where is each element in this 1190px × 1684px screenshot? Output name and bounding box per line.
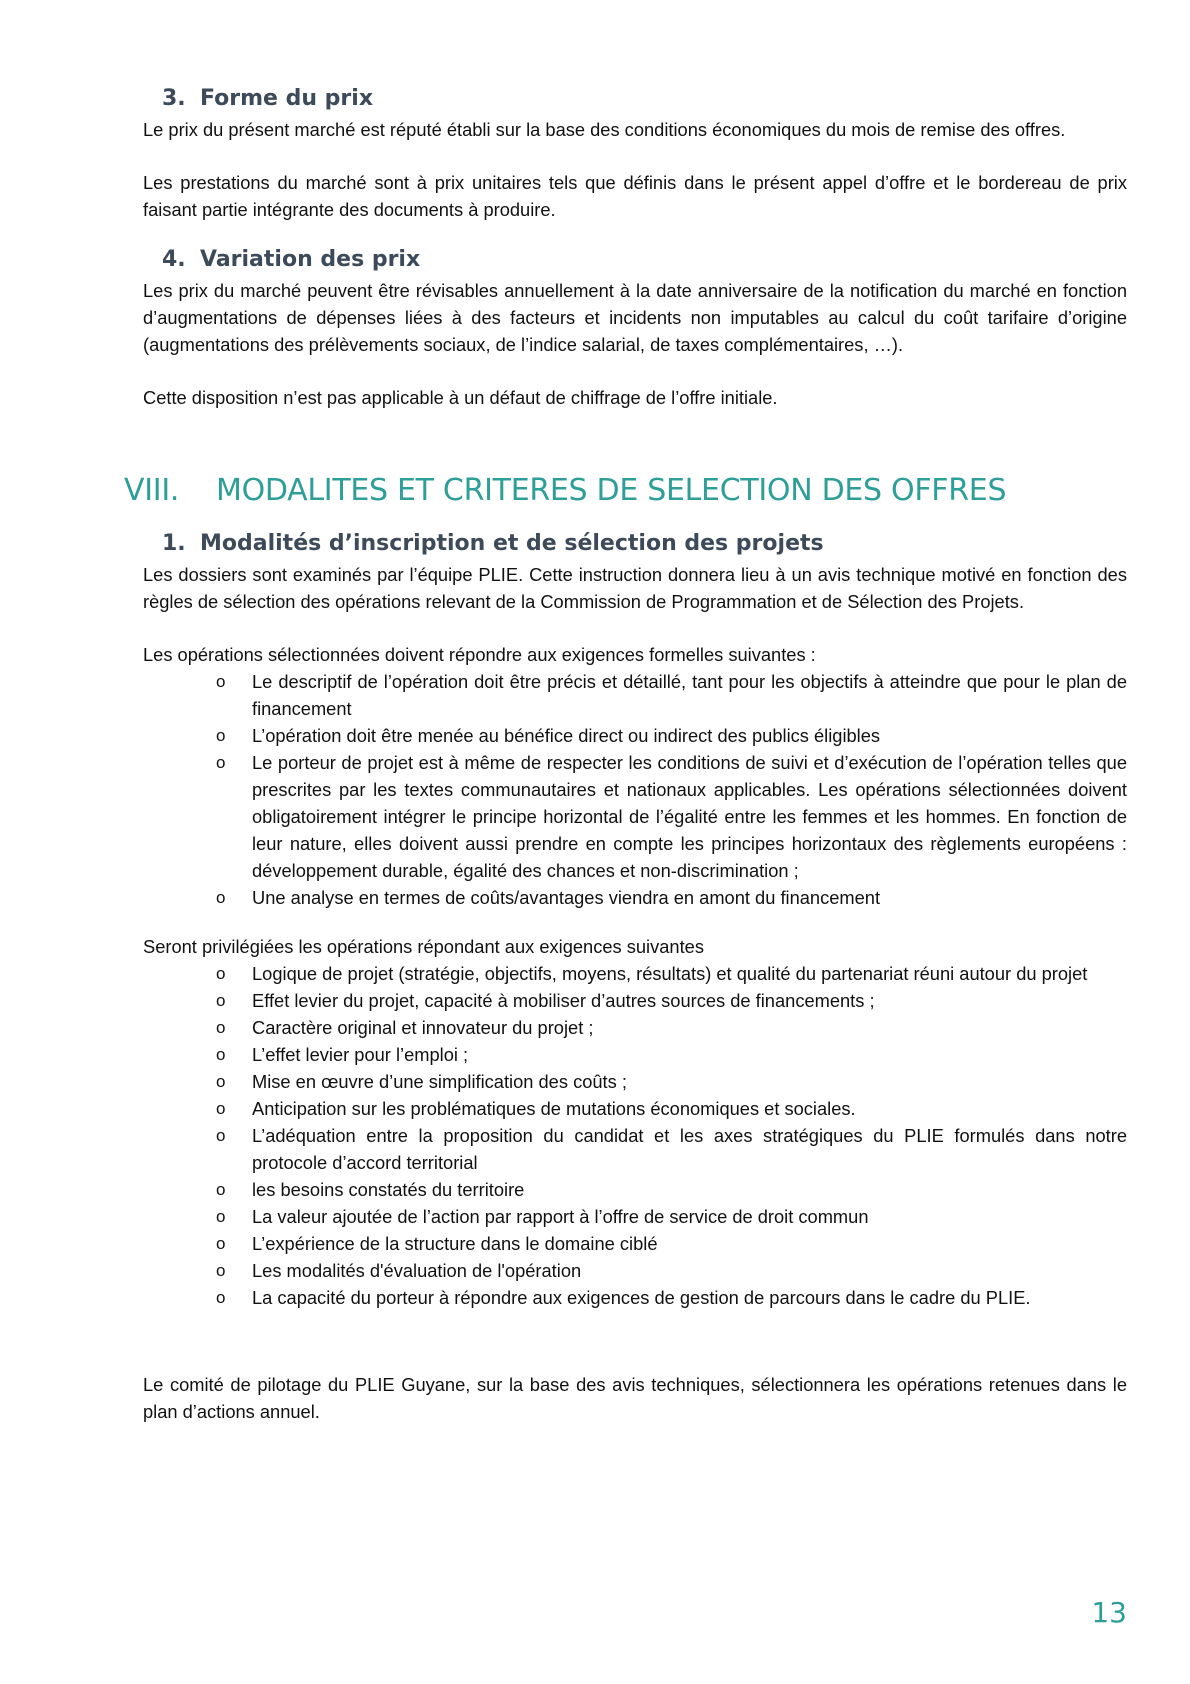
bullet-icon: o: [216, 1288, 226, 1307]
list-item-text: L’opération doit être menée au bénéfice direct ou indirect des publics éligibles: [252, 725, 881, 746]
bullet-icon: o: [216, 1099, 226, 1118]
bullet-icon: o: [216, 1207, 226, 1226]
bullet-icon: o: [216, 1072, 226, 1091]
chapter-number: VIII.: [124, 473, 180, 508]
section-4-paragraph-2: Cette disposition n’est pas applicable à un défaut de chiffrage de l’offre initiale.: [143, 387, 778, 408]
list-item: [143, 668, 1127, 722]
bullet-icon: o: [216, 726, 226, 745]
bullet-icon: o: [216, 1126, 226, 1145]
section-3-paragraph-2: Les prestations du marché sont à prix unitaires tels que définis dans le présent appel d’offre et le bordereau de prix faisant partie intégrante des documents à produire.: [143, 172, 1127, 220]
list-item: [143, 960, 1127, 987]
section-3-heading: [162, 84, 1127, 114]
list-item-text: Effet levier du projet, capacité à mobiliser d’autres sources de financements ;: [252, 990, 875, 1011]
section-1-number: 1.: [162, 531, 186, 556]
list-item: [143, 1203, 1127, 1230]
list-item: [143, 1122, 1127, 1176]
list-item-text: les besoins constatés du territoire: [252, 1179, 525, 1200]
list-item: [143, 884, 1127, 911]
list-item: [143, 1230, 1127, 1257]
list-item-text: La capacité du porteur à répondre aux exigences de gestion de parcours dans le cadre du PLIE.: [252, 1287, 1031, 1308]
bullet-icon: o: [216, 888, 226, 907]
list-item: [143, 1257, 1127, 1284]
list-item: [143, 722, 1127, 749]
bullet-icon: o: [216, 1045, 226, 1064]
list-item: [143, 749, 1127, 884]
formal-requirements-list: [143, 668, 1127, 911]
conclusion-paragraph: Le comité de pilotage du PLIE Guyane, sur la base des avis techniques, sélectionnera les opérations retenues dans le plan d’actions annuel.: [143, 1374, 1127, 1422]
list-item: [143, 1095, 1127, 1122]
bullet-icon: o: [216, 1234, 226, 1253]
section-3-paragraph-1: Le prix du présent marché est réputé établi sur la base des conditions économiques du mois de remise des offres.: [143, 119, 1066, 140]
chapter-title: MODALITES ET CRITERES DE SELECTION DES OFFRES: [216, 473, 1007, 508]
list-item-text: Mise en œuvre d’une simplification des coûts ;: [252, 1071, 627, 1092]
bullet-icon: o: [216, 964, 226, 983]
bullet-icon: o: [216, 753, 226, 772]
list-item-text: Anticipation sur les problématiques de mutations économiques et sociales.: [252, 1098, 856, 1119]
preferred-requirements-intro: Seront privilégiées les opérations répondant aux exigences suivantes: [143, 936, 704, 957]
list-item-text: L’expérience de la structure dans le domaine ciblé: [252, 1233, 658, 1254]
bullet-icon: o: [216, 1180, 226, 1199]
section-1-title: Modalités d’inscription et de sélection des projets: [200, 531, 824, 556]
section-4-title: Variation des prix: [200, 247, 421, 272]
section-1-heading: [162, 529, 1127, 559]
section-3-number: 3.: [162, 86, 186, 111]
bullet-icon: o: [216, 1018, 226, 1037]
bullet-icon: o: [216, 1261, 226, 1280]
list-item-text: Caractère original et innovateur du projet ;: [252, 1017, 594, 1038]
list-item: [143, 1041, 1127, 1068]
list-item: [143, 1176, 1127, 1203]
section-4-number: 4.: [162, 247, 186, 272]
list-item-text: Une analyse en termes de coûts/avantages viendra en amont du financement: [252, 887, 881, 908]
chapter-viii-heading: [124, 471, 1127, 511]
bullet-icon: o: [216, 672, 226, 691]
list-item: [143, 1284, 1127, 1311]
section-4-heading: [162, 245, 1127, 275]
list-item-text: Logique de projet (stratégie, objectifs, moyens, résultats) et qualité du partenariat réuni autour du projet: [252, 963, 1088, 984]
page-number: 13: [1091, 1596, 1127, 1629]
list-item: [143, 1014, 1127, 1041]
document-page: [124, 84, 1127, 1425]
list-item-text: Le porteur de projet est à même de respecter les conditions de suivi et d’exécution de l’opération telles que prescrites par les textes communautaires et nationaux applicables. Les opérations sélectionnées doivent obligatoirement intégrer le principe horizontal de l’égalité entre les femmes et les hommes. En fonction de leur nature, elles doivent aussi prendre en compte les principes horizontaux des règlements européens : développement durable, égalité des chances et non-discrimination ;: [252, 752, 1127, 881]
list-item-text: Les modalités d'évaluation de l'opération: [252, 1260, 582, 1281]
formal-requirements-intro: Les opérations sélectionnées doivent répondre aux exigences formelles suivantes :: [143, 644, 816, 665]
list-item-text: Le descriptif de l’opération doit être précis et détaillé, tant pour les objectifs à atteindre que pour le plan de financement: [252, 671, 1127, 719]
section-4-paragraph-1: Les prix du marché peuvent être révisables annuellement à la date anniversaire de la notification du marché en fonction d’augmentations de dépenses liées à des facteurs et incidents non imputables au calcul du coût tarifaire d’origine (augmentations des prélèvements sociaux, de l’indice salarial, de taxes complémentaires, …).: [143, 280, 1127, 355]
bullet-icon: o: [216, 991, 226, 1010]
section-1-paragraph-1: Les dossiers sont examinés par l’équipe PLIE. Cette instruction donnera lieu à un avis technique motivé en fonction des règles de sélection des opérations relevant de la Commission de Programmation et de Sélection des Projets.: [143, 564, 1127, 612]
list-item: [143, 1068, 1127, 1095]
list-item: [143, 987, 1127, 1014]
list-item-text: L’effet levier pour l’emploi ;: [252, 1044, 469, 1065]
list-item-text: La valeur ajoutée de l’action par rapport à l’offre de service de droit commun: [252, 1206, 869, 1227]
section-3-title: Forme du prix: [200, 86, 374, 111]
list-item-text: L’adéquation entre la proposition du candidat et les axes stratégiques du PLIE formulés dans notre protocole d’accord territorial: [252, 1125, 1127, 1173]
preferred-requirements-list: [143, 960, 1127, 1311]
